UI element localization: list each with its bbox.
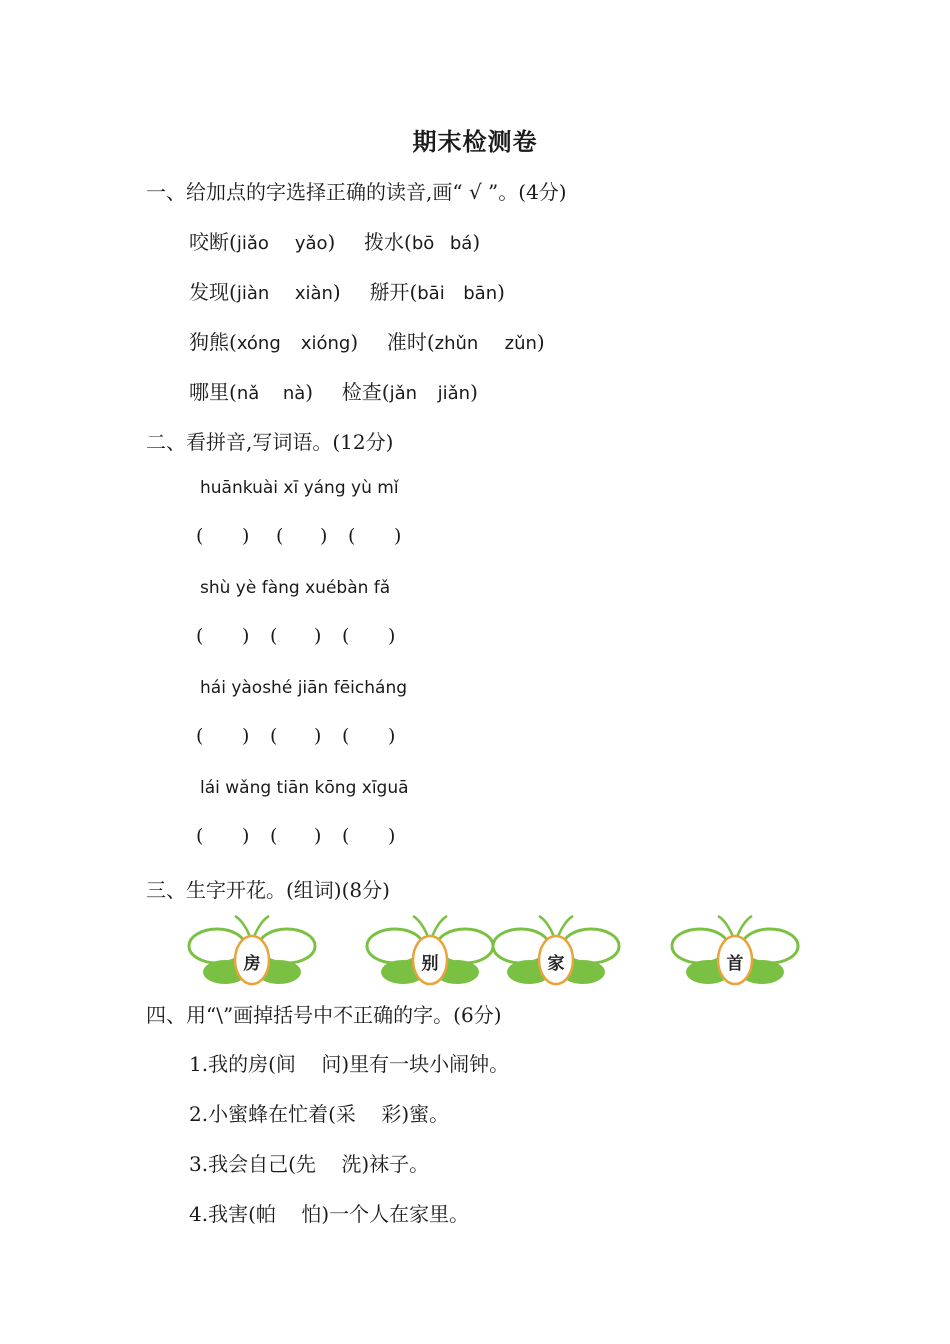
q1-word: 检查 — [341, 380, 382, 404]
q1-word: 哪里 — [189, 380, 229, 404]
q2-pinyin-row-3: hái yàoshé jiān fēicháng — [200, 678, 408, 698]
blank-open: ( — [196, 625, 204, 647]
blank-open: ( — [276, 525, 284, 547]
q1-word: 发现 — [189, 280, 229, 304]
flower-jia[interactable] — [491, 912, 621, 988]
blank-open: ( — [348, 525, 356, 547]
q1-row-3: 狗熊(xóng xióng) 准时(zhǔn zǔn) — [189, 330, 545, 354]
flower-character: 首 — [726, 954, 744, 974]
q1-option-b[interactable]: bá — [449, 233, 473, 254]
blank-close: ) — [242, 525, 250, 547]
q1-option-a[interactable]: bō — [411, 233, 435, 254]
q1-heading: 一、给加点的字选择正确的读音,画“ √ ”。(4分) — [146, 180, 567, 204]
blank-open: ( — [342, 825, 350, 847]
q1-option-b[interactable]: xiàn — [294, 283, 333, 304]
flower-fang[interactable] — [187, 912, 317, 988]
blank-open: ( — [196, 825, 204, 847]
q1-option-a[interactable]: jǎn — [389, 383, 418, 404]
q1-word: 狗熊 — [189, 330, 229, 354]
blank-open: ( — [342, 725, 350, 747]
blank-close: ) — [242, 725, 250, 747]
blank-close: ) — [388, 625, 396, 647]
q1-option-b[interactable]: jiǎn — [437, 383, 471, 404]
blank-open: ( — [196, 525, 204, 547]
q3-heading: 三、生字开花。(组词)(8分) — [146, 878, 390, 902]
blank-open: ( — [196, 725, 204, 747]
blank-close: ) — [314, 725, 322, 747]
blank-open: ( — [270, 725, 278, 747]
blank-close: ) — [388, 725, 396, 747]
blank-close: ) — [242, 625, 250, 647]
q1-option-b[interactable]: xióng — [300, 333, 351, 354]
flower-character: 别 — [421, 954, 439, 974]
flower-character: 房 — [243, 954, 261, 974]
q1-row-1: 咬断(jiǎo yǎo) 拨水(bō bá) — [189, 230, 481, 254]
q2-pinyin-row-1: huānkuài xī yáng yù mǐ — [200, 478, 399, 498]
q4-item-3[interactable]: 3.我会自己(先 洗)袜子。 — [189, 1152, 430, 1176]
blank-close: ) — [320, 525, 328, 547]
q1-option-a[interactable]: zhǔn — [434, 333, 479, 354]
q1-row-2: 发现(jiàn xiàn) 掰开(bāi bān) — [189, 280, 505, 304]
q1-word: 准时 — [386, 330, 427, 354]
flower-character: 家 — [547, 954, 565, 974]
q1-word: 拨水 — [364, 230, 405, 254]
q1-option-a[interactable]: jiǎo — [236, 233, 269, 254]
q1-option-a[interactable]: jiàn — [236, 283, 270, 304]
q1-word: 咬断 — [189, 230, 229, 254]
blank-open: ( — [342, 625, 350, 647]
blank-open: ( — [270, 825, 278, 847]
q1-option-b[interactable]: nà — [282, 383, 306, 404]
q1-option-b[interactable]: yǎo — [294, 233, 328, 254]
q1-option-a[interactable]: nǎ — [236, 383, 260, 404]
q1-option-b[interactable]: bān — [463, 283, 498, 304]
q4-item-2[interactable]: 2.小蜜蜂在忙着(采 彩)蜜。 — [189, 1102, 450, 1126]
blank-close: ) — [394, 525, 402, 547]
q2-pinyin-row-2: shù yè fàng xuébàn fǎ — [200, 578, 391, 598]
flower-shou[interactable] — [670, 912, 800, 988]
q1-option-a[interactable]: bāi — [417, 283, 445, 304]
q1-option-a[interactable]: xóng — [236, 333, 281, 354]
q1-option-b[interactable]: zǔn — [504, 333, 537, 354]
q2-pinyin-row-4: lái wǎng tiān kōng xīguā — [200, 778, 409, 798]
q4-item-1[interactable]: 1.我的房(间 问)里有一块小闹钟。 — [189, 1052, 510, 1076]
q4-item-4[interactable]: 4.我害(帕 怕)一个人在家里。 — [189, 1202, 470, 1226]
flower-bie[interactable] — [365, 912, 495, 988]
blank-close: ) — [314, 625, 322, 647]
blank-close: ) — [388, 825, 396, 847]
page-title: 期末检测卷 — [412, 127, 538, 156]
q2-heading: 二、看拼音,写词语。(12分) — [146, 430, 394, 454]
q1-row-4: 哪里(nǎ nà) 检查(jǎn jiǎn) — [189, 380, 478, 404]
blank-close: ) — [242, 825, 250, 847]
q1-word: 掰开 — [369, 280, 410, 304]
blank-open: ( — [270, 625, 278, 647]
q4-heading: 四、用“\”画掉括号中不正确的字。(6分) — [146, 1003, 502, 1027]
blank-close: ) — [314, 825, 322, 847]
